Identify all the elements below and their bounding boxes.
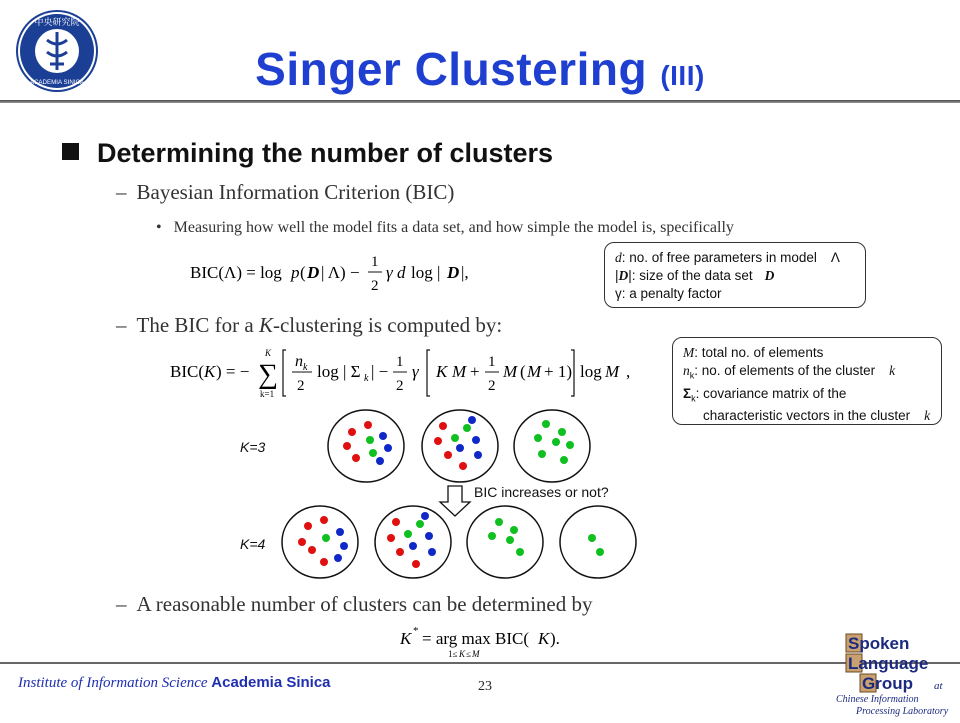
svg-text:K: K — [436, 362, 448, 381]
argmax-formula — [400, 622, 600, 662]
title-divider — [0, 100, 960, 103]
box1-line-d: d: no. of free parameters in model Λ — [615, 250, 840, 265]
svg-text:≤: ≤ — [466, 649, 471, 659]
svg-text:γ: γ — [412, 362, 419, 381]
svg-text:k: k — [303, 362, 308, 373]
cluster-circle-k4-3 — [467, 506, 543, 578]
svg-text:| −: | − — [371, 362, 389, 381]
svg-text:*: * — [413, 625, 419, 637]
svg-text:1: 1 — [396, 354, 404, 370]
box2-line-sigma: $\Sigma_k$: covariance matrix of the — [683, 385, 847, 404]
cluster-circle-k3-2 — [422, 410, 498, 482]
subsub-bullet-text: Measuring how well the model fits a data set, and how simple the model is, specifically — [173, 219, 734, 236]
cluster-circle-k4-4 — [560, 506, 636, 578]
svg-text:∑: ∑ — [258, 359, 278, 390]
svg-text:BIC(: BIC( — [170, 362, 204, 381]
svg-text:+ 1): + 1) — [544, 362, 572, 381]
bic-legend-box-1 — [604, 242, 866, 308]
sub-bullet-bic-text: Bayesian Information Criterion (BIC) — [136, 180, 455, 204]
sub-bullet-k-clustering: – The BIC for a K-clustering is computed by: — [116, 313, 503, 337]
svg-text:p: p — [291, 263, 300, 282]
main-bullet — [62, 138, 553, 169]
sub-bullet-reasonable: – A reasonable number of clusters can be determined by — [116, 592, 593, 616]
title-suffix: (III) — [660, 60, 705, 91]
box1-line-gamma: γ: a penalty factor — [615, 286, 722, 301]
svg-text:Chinese Information: Chinese Information — [836, 694, 919, 705]
svg-text:(: ( — [300, 263, 306, 282]
cluster-circle-k3-3 — [514, 410, 590, 482]
svg-text:K: K — [204, 362, 216, 381]
svg-text:Spoken: Spoken — [848, 634, 910, 653]
svg-text:2: 2 — [297, 378, 305, 394]
svg-text:K: K — [538, 629, 550, 648]
footer-divider — [0, 662, 960, 664]
bic-formula-2 — [170, 344, 660, 402]
svg-text:log | Σ: log | Σ — [317, 362, 361, 381]
sub-bullet-reasonable-text: A reasonable number of clusters can be determined by — [136, 592, 593, 616]
svg-text:M: M — [503, 362, 518, 381]
svg-text:D: D — [307, 263, 320, 282]
cluster-circle-k4-2 — [375, 506, 451, 578]
square-bullet-icon — [62, 143, 79, 160]
svg-text:2: 2 — [488, 378, 496, 394]
svg-text:| Λ) −: | Λ) − — [321, 263, 360, 282]
down-arrow-icon — [440, 486, 470, 516]
svg-text:M: M — [527, 362, 542, 381]
svg-text:2: 2 — [396, 378, 404, 394]
svg-text:n: n — [295, 353, 303, 370]
svg-text:Language: Language — [848, 654, 929, 673]
sub-bullet-bic: – Bayesian Information Criterion (BIC) — [116, 180, 455, 204]
svg-text:k: k — [364, 373, 369, 384]
title-main: Singer Clustering — [255, 43, 648, 95]
svg-text:1: 1 — [371, 254, 379, 270]
svg-text:Group: Group — [862, 674, 913, 693]
svg-text:2: 2 — [371, 278, 379, 294]
svg-text:= arg max BIC(: = arg max BIC( — [422, 629, 530, 648]
svg-text:K: K — [400, 629, 412, 648]
page-title — [0, 42, 960, 96]
bic-question-label: BIC increases or not? — [474, 484, 609, 500]
footer-institute: Institute of Information Science Academia Sinica — [18, 674, 331, 691]
svg-text:log |: log | — [411, 263, 441, 282]
svg-text:,: , — [626, 362, 631, 381]
cluster-circle-k4-1 — [282, 506, 358, 578]
svg-text:) = −: ) = − — [216, 362, 250, 381]
svg-text:ACADEMIA SINICA: ACADEMIA SINICA — [29, 79, 85, 86]
k4-label: K=4 — [240, 536, 266, 552]
subsub-bullet-measuring: • Measuring how well the model fits a data set, and how simple the model is, specifically — [156, 219, 734, 236]
box2-line-nk: $n_k$: no. of elements of the cluster k — [683, 363, 896, 381]
spoken-language-group-logo — [830, 630, 958, 718]
svg-text:K: K — [459, 649, 466, 659]
page-number: 23 — [478, 679, 492, 694]
svg-text:).: ). — [550, 629, 560, 648]
main-bullet-text: Determining the number of clusters — [97, 138, 554, 168]
box2-line-m: M: total no. of elements — [683, 345, 824, 360]
svg-text:1: 1 — [488, 354, 496, 370]
svg-text:中央研究院: 中央研究院 — [34, 18, 80, 28]
svg-text:D: D — [447, 263, 460, 282]
svg-text:BIC(Λ) = log: BIC(Λ) = log — [190, 263, 282, 282]
bic-formula-1 — [190, 248, 500, 298]
svg-text:at: at — [934, 680, 943, 692]
svg-text:M: M — [472, 649, 480, 659]
k3-label: K=3 — [240, 439, 266, 455]
svg-text:M: M — [452, 362, 467, 381]
svg-text:Processing Laboratory: Processing Laboratory — [856, 706, 949, 717]
svg-text:k=1: k=1 — [260, 389, 275, 399]
svg-text:1≤: 1≤ — [448, 649, 458, 659]
bic-legend-box-2 — [672, 337, 942, 425]
box1-line-size: |D|: size of the data set D — [615, 268, 775, 283]
svg-text:γ d: γ d — [386, 263, 406, 282]
svg-text:log: log — [580, 362, 602, 381]
svg-text:(: ( — [520, 362, 526, 381]
svg-text:K: K — [265, 348, 272, 358]
svg-text:+: + — [470, 362, 480, 381]
svg-text:|,: |, — [461, 263, 469, 282]
box2-line-vectors: characteristic vectors in the cluster k — [703, 408, 931, 424]
cluster-circle-k3-1 — [328, 410, 404, 482]
svg-text:M: M — [605, 362, 620, 381]
